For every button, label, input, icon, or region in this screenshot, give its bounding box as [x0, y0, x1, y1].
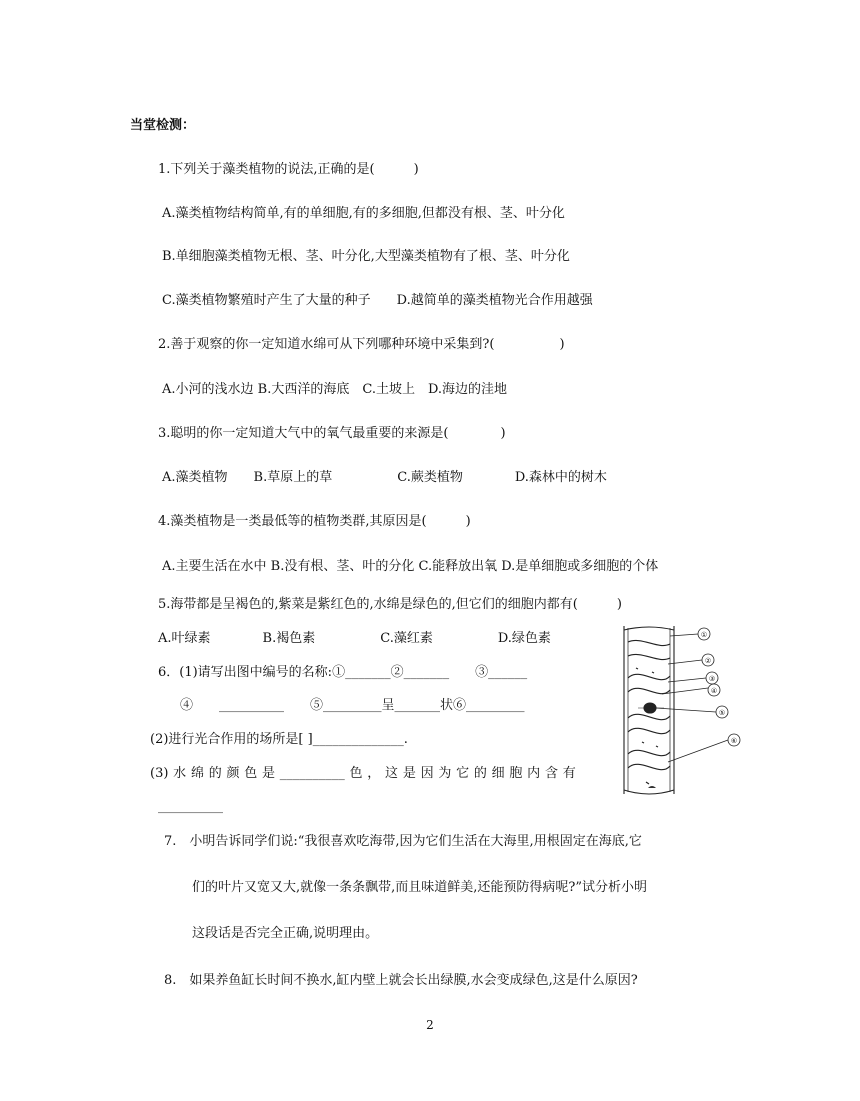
q1-stem: 1.下列关于藻类植物的说法,正确的是( ): [158, 162, 419, 177]
chloroplast-band: [628, 764, 670, 769]
spirogyra-cell-diagram: [612, 622, 742, 800]
q6-part2: (2)进行光合作用的场所是[ ]______________.: [150, 732, 408, 747]
chloroplast-band: [628, 674, 670, 679]
q1-option-b: B.单细胞藻类植物无根、茎、叶分化,大型藻类植物有了根、茎、叶分化: [162, 249, 570, 264]
q3-stem: 3.聪明的你一定知道大气中的氧气最重要的来源是( ): [158, 426, 506, 441]
q1-option-a: A.藻类植物结构简单,有的单细胞,有的多细胞,但都没有根、茎、叶分化: [162, 206, 565, 221]
q6-part3-blank-line: __________: [158, 799, 223, 814]
q6-part3-char: 因: [420, 766, 434, 781]
figure-label-4: ④: [710, 687, 718, 695]
q6-part3-char: 内: [527, 766, 541, 781]
q7-line2: 们的叶片又宽又大,就像一条条飘带,而且味道鲜美,还能预防得病呢?”试分析小明: [192, 880, 648, 895]
figure-label-2: ②: [704, 657, 712, 665]
chloroplast-band: [628, 640, 670, 645]
q6-part3-char: 绵: [190, 766, 204, 781]
q6-part3-char: (3): [150, 766, 169, 781]
q6-part3-char: 含: [544, 766, 558, 781]
chloroplast-band: [628, 714, 670, 719]
q6-part3-line: [150, 765, 576, 783]
q6-part3-char: 为: [438, 766, 452, 781]
q6-part3-char: 的: [208, 766, 222, 781]
q6-part3-char: 胞: [509, 766, 523, 781]
q4-options: A.主要生活在水中 B.没有根、茎、叶的分化 C.能释放出氧 D.是单细胞或多细胞的个体: [162, 559, 659, 574]
nucleus: [644, 703, 656, 713]
page-number: 2: [426, 1018, 434, 1032]
chloroplast-band: [628, 654, 670, 659]
q3-options: A.藻类植物 B.草原上的草 C.蕨类植物 D.森林中的树木: [162, 470, 607, 485]
q6-part3-char: 颜: [226, 766, 240, 781]
q5-stem: 5.海带都是呈褐色的,紫菜是紫红色的,水绵是绿色的,但它们的细胞内都有( ): [158, 597, 622, 612]
q6-part3-char: 细: [491, 766, 505, 781]
q6-part3-char: 水: [173, 766, 187, 781]
q6-part3-char: 这: [385, 766, 399, 781]
q6-part3-char: 有: [562, 766, 576, 781]
q6-part3-char: 是: [262, 766, 276, 781]
q4-stem: 4.藻类植物是一类最低等的植物类群,其原因是( ): [158, 514, 471, 529]
q6-part3-char: 色: [244, 766, 258, 781]
figure-label-5: ⑤: [718, 709, 726, 717]
chloroplast-band: [628, 728, 670, 733]
q2-options: A.小河的浅水边 B.大西洋的海底 C.土坡上 D.海边的洼地: [162, 382, 508, 397]
q6-part3-char: 它: [456, 766, 470, 781]
q6-part3-char: 的: [473, 766, 487, 781]
q6-part3-blank: __________: [279, 766, 345, 781]
q6-part3-char: 是: [402, 766, 416, 781]
q5-options: A.叶绿素 B.褐色素 C.藻红素 D.绿色素: [158, 631, 551, 646]
q7-line3: 这段话是否完全正确,说明理由。: [192, 926, 379, 941]
figure-label-1: ①: [700, 631, 708, 639]
q1-option-cd: C.藻类植物繁殖时产生了大量的种子 D.越简单的藻类植物光合作用越强: [162, 293, 593, 308]
figure-label-6: ⑥: [730, 737, 738, 745]
chloroplast-band: [628, 750, 670, 755]
q6-part1-line1: 6．(1)请写出图中编号的名称:①_______②_______ ③______: [158, 665, 528, 680]
q7-line1: 7. 小明告诉同学们说:“我很喜欢吃海带,因为它们生活在大海里,用根固定在海底,它: [164, 834, 642, 849]
q2-stem: 2.善于观察的你一定知道水绵可从下列哪种环境中采集到?( ): [158, 337, 565, 352]
q6-part1-line2: ④ __________ ⑤_________呈_______状⑥_________: [180, 698, 525, 713]
figure-label-3: ③: [708, 675, 716, 683]
chloroplast-band: [628, 688, 670, 693]
q6-part3-char: 色: [349, 766, 363, 781]
q8-line1: 8. 如果养鱼缸长时间不换水,缸内壁上就会长出绿膜,水会变成绿色,这是什么原因?: [164, 973, 638, 988]
q6-part3-char: ，: [367, 766, 381, 781]
section-heading: 当堂检测：: [130, 118, 196, 133]
